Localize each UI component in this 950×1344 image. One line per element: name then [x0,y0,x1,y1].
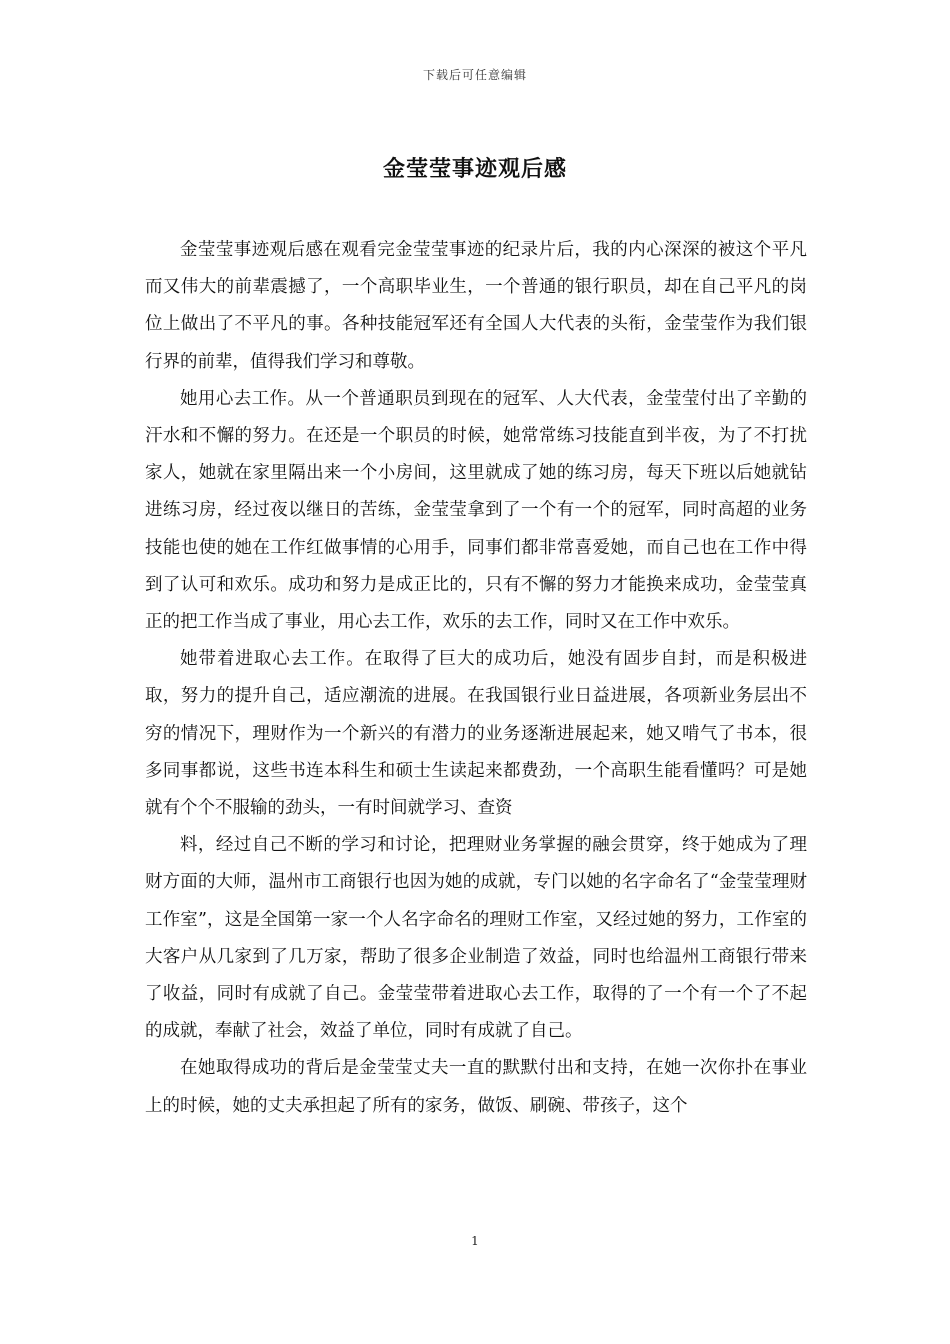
header-note: 下载后可任意编辑 [422,68,527,82]
document-body [145,232,807,1125]
page-number: 1 [471,1234,479,1248]
paragraph: 她带着进取心去工作。在取得了巨大的成功后，她没有固步自封，而是积极进取，努力的提升自己，适应潮流的进展。在我国银行业日益进展，各项新业务层出不穷的情况下，理财作为一个新兴的有潜力的业务逐渐进展起来，她又啃气了书本，很多同事都说，这些书连本科生和硕士生读起来都费劲，一个高职生能看懂吗？可是她就有个个不服输的劲头，一有时间就学习、查资 [145,649,807,819]
paragraph: 在她取得成功的背后是金莹莹丈夫一直的默默付出和支持，在她一次你扑在事业上的时候，她的丈夫承担起了所有的家务，做饭、刷碗、带孩子，这个 [145,1058,807,1116]
paragraph: 料，经过自己不断的学习和讨论，把理财业务掌握的融会贯穿，终于她成为了理财方面的大师，温州市工商银行也因为她的成就，专门以她的名字命名了“金莹莹理财工作室”，这是全国第一家一个人名字命名的理财工作室，又经过她的努力，工作室的大客户从几家到了几万家，帮助了很多企业制造了效益，同时也给温州工商银行带来了收益，同时有成就了自己。金莹莹带着进取心去工作，取得的了一个有一个了不起的成就，奉献了社会，效益了单位，同时有成就了自己。 [145,835,807,1042]
paragraph: 她用心去工作。从一个普通职员到现在的冠军、人大代表，金莹莹付出了辛勤的汗水和不懈的努力。在还是一个职员的时候，她常常练习技能直到半夜，为了不打扰家人，她就在家里隔出来一个小房间，这里就成了她的练习房，每天下班以后她就钻进练习房，经过夜以继日的苦练，金莹莹拿到了一个有一个的冠军，同时高超的业务技能也使的她在工作红做事情的心用手，同事们都非常喜爱她，而自己也在工作中得到了认可和欢乐。成功和努力是成正比的，只有不懈的努力才能换来成功，金莹莹真正的把工作当成了事业，用心去工作，欢乐的去工作，同时又在工作中欢乐。 [145,388,807,633]
paragraph: 金莹莹事迹观后感在观看完金莹莹事迹的纪录片后，我的内心深深的被这个平凡而又伟大的前辈震撼了，一个高职毕业生，一个普通的银行职员，却在自己平凡的岗位上做出了不平凡的事。各种技能冠军还有全国人大代表的头衔，金莹莹作为我们银行界的前辈，值得我们学习和尊敬。 [145,240,807,372]
document-title: 金莹莹事迹观后感 [382,156,567,182]
